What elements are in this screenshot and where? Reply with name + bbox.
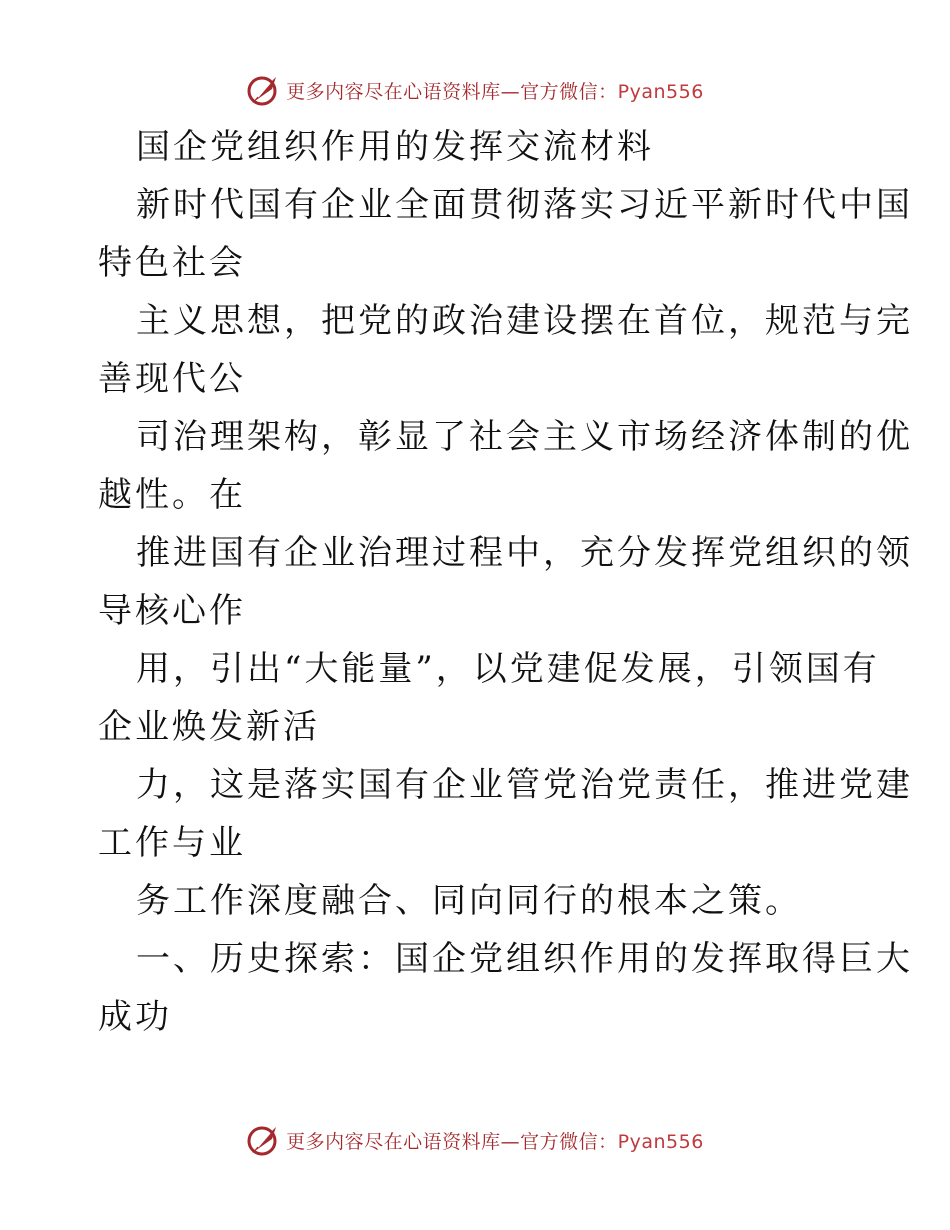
footer-banner	[0, 1120, 950, 1160]
quill-pen-icon	[246, 1123, 280, 1157]
header-wechat-id: Pyan556	[617, 80, 704, 103]
paragraph-line: 用，引出“大能量”，以党建促发展，引领国有	[136, 649, 880, 689]
section-heading-continuation: 成功	[98, 997, 172, 1037]
footer-wechat-id: Pyan556	[617, 1130, 704, 1153]
paragraph-line: 企业焕发新活	[98, 707, 320, 747]
quill-pen-icon	[246, 73, 280, 107]
paragraph-line: 导核心作	[98, 591, 246, 631]
document-body	[98, 118, 913, 1046]
document-title: 国企党组织作用的发挥交流材料	[136, 127, 654, 167]
paragraph-line: 新时代国有企业全面贯彻落实习近平新时代中国	[136, 185, 913, 225]
paragraph-line: 力，这是落实国有企业管党治党责任，推进党建	[136, 765, 913, 805]
section-heading: 一、历史探索：国企党组织作用的发挥取得巨大	[136, 939, 913, 979]
paragraph-line: 特色社会	[98, 243, 246, 283]
header-banner	[0, 70, 950, 110]
header-banner-text: 更多内容尽在心语资料库—官方微信：Pyan556	[286, 80, 704, 103]
paragraph-line: 务工作深度融合、同向同行的根本之策。	[136, 881, 802, 921]
footer-banner-text: 更多内容尽在心语资料库—官方微信：Pyan556	[286, 1130, 704, 1153]
paragraph-line: 主义思想，把党的政治建设摆在首位，规范与完	[136, 301, 913, 341]
paragraph-line: 善现代公	[98, 359, 246, 399]
paragraph-line: 推进国有企业治理过程中，充分发挥党组织的领	[136, 533, 913, 573]
paragraph-line: 司治理架构，彰显了社会主义市场经济体制的优	[136, 417, 913, 457]
paragraph-line: 越性。在	[98, 475, 246, 515]
paragraph-line: 工作与业	[98, 823, 246, 863]
